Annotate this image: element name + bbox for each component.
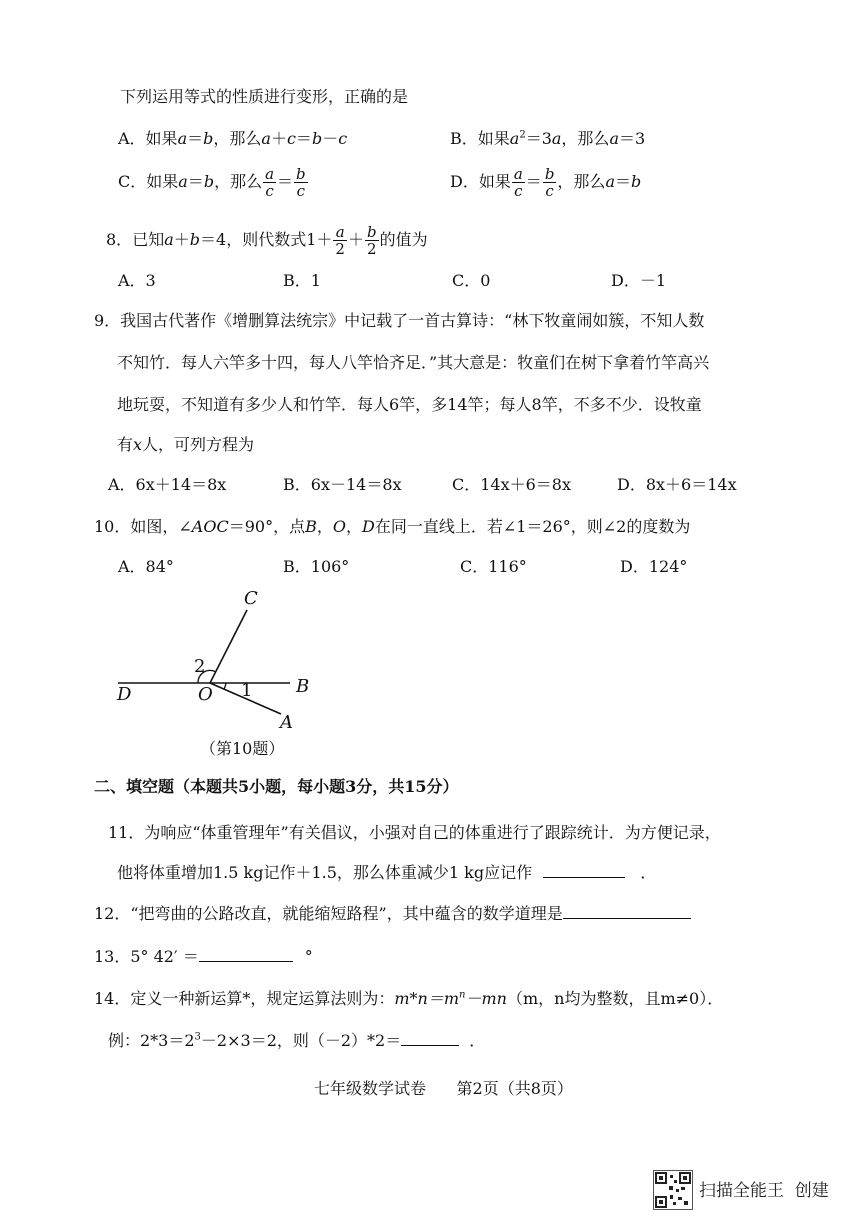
label-d: D xyxy=(117,684,132,705)
q8-option-c: C．0 xyxy=(452,271,491,290)
q12-answer-blank[interactable] xyxy=(563,904,691,919)
q11-line-1: 11．为响应“体重管理年”有关倡议，小强对自己的体重进行了跟踪统计．为方便记录， xyxy=(108,823,721,842)
fraction: $\frac{b}{c}$ xyxy=(544,165,555,200)
q10-option-a: A．84° xyxy=(118,557,174,576)
fraction: $\frac{a}{c}$ xyxy=(513,165,523,200)
q10-option-c: C．116° xyxy=(460,557,527,576)
fraction: $\frac{a}{2}$ xyxy=(335,223,345,258)
q8-option-a: A．3 xyxy=(118,271,156,290)
q7-option-a: A．如果a＝b，那么a＋c＝b－c xyxy=(118,129,348,148)
q9-line-2: 不知竹．每人六竿多十四，每人八竿恰齐足．”其大意是：牧童们在树下拿着竹竿高兴 xyxy=(117,353,710,372)
section-2-heading: 二、填空题（本题共5小题，每小题3分，共15分） xyxy=(94,777,459,796)
page-footer: 七年级数学试卷 第2页（共8页） xyxy=(314,1079,573,1098)
q7-option-b: B．如果$a^2=3a$，那么a＝3 xyxy=(450,129,646,148)
label-b: B xyxy=(296,676,310,697)
q7-stem: 下列运用等式的性质进行变形，正确的是 xyxy=(120,87,409,106)
label-c: C xyxy=(244,588,258,609)
q12-line: 12．“把弯曲的公路改直，就能缩短路程”，其中蕴含的数学道理是 xyxy=(94,903,691,925)
fraction: $\frac{a}{c}$ xyxy=(265,165,275,200)
q8-option-b: B．1 xyxy=(283,271,321,290)
q10-option-d: D．124° xyxy=(620,557,688,576)
q8-option-d: D．－1 xyxy=(611,271,667,290)
label-a: A xyxy=(280,712,293,733)
q8-stem: 8．已知a＋b＝4，则代数式1＋ $\frac{a}{2}$ ＋ $\frac{b}{2}$ 的值为 xyxy=(106,223,428,258)
q11-answer-blank[interactable] xyxy=(543,863,625,878)
q14-answer-blank[interactable] xyxy=(401,1031,459,1046)
q9-option-b: B．6x－14＝8x xyxy=(283,475,402,494)
label-2: 2 xyxy=(194,656,206,677)
q7-option-c: C．如果a＝b，那么 $\frac{a}{c}$ ＝ $\frac{b}{c}$ xyxy=(118,165,306,200)
label-o: O xyxy=(198,684,213,705)
q13-answer-blank[interactable] xyxy=(199,947,293,962)
q7-option-d: D．如果 $\frac{a}{c}$ ＝ $\frac{b}{c}$ ，那么a＝b xyxy=(450,165,642,200)
fraction: $\frac{b}{c}$ xyxy=(296,165,306,200)
label-1: 1 xyxy=(241,680,253,701)
qr-code-icon xyxy=(653,1170,693,1210)
q9-option-a: A．6x＋14＝8x xyxy=(108,475,227,494)
q14-line-1: 14．定义一种新运算*，规定运算法则为：$m*n=m^n-mn(m$，n均为整数，且m≠0）． xyxy=(94,989,724,1008)
q10-option-b: B．106° xyxy=(283,557,350,576)
q10-figure-caption: （第10题） xyxy=(200,739,285,758)
scanner-watermark: 扫描全能王 创建 xyxy=(699,1181,829,1201)
q14-line-2: 例：$2*3=2^3-2\times 3=2$，则（－2）*2＝ ． xyxy=(108,1031,486,1050)
fraction: $\frac{b}{2}$ xyxy=(366,223,377,258)
q10-stem: 10．如图，∠AOC＝90°，点B，O，D在同一直线上．若∠1＝26°，则∠2的度数为 xyxy=(94,517,691,536)
q9-line-3: 地玩耍，不知道有多少人和竹竿．每人6竿，多14竿；每人8竿，不多不少．设牧童 xyxy=(117,395,702,414)
q9-line-4: 有x人，可列方程为 xyxy=(117,435,255,454)
q9-line-1: 9．我国古代著作《增删算法统宗》中记载了一首古算诗：“林下牧童闹如簇，不知人数 xyxy=(94,311,705,330)
q11-line-2: 他将体重增加1.5 kg记作＋1.5，那么体重减少1 kg应记作 ． xyxy=(117,863,657,882)
q9-option-d: D．8x＋6＝14x xyxy=(617,475,737,494)
q9-option-c: C．14x＋6＝8x xyxy=(452,475,572,494)
angle-1-arc xyxy=(224,683,226,689)
q13-line: 13．5° 42′ ＝ ° xyxy=(94,947,313,966)
